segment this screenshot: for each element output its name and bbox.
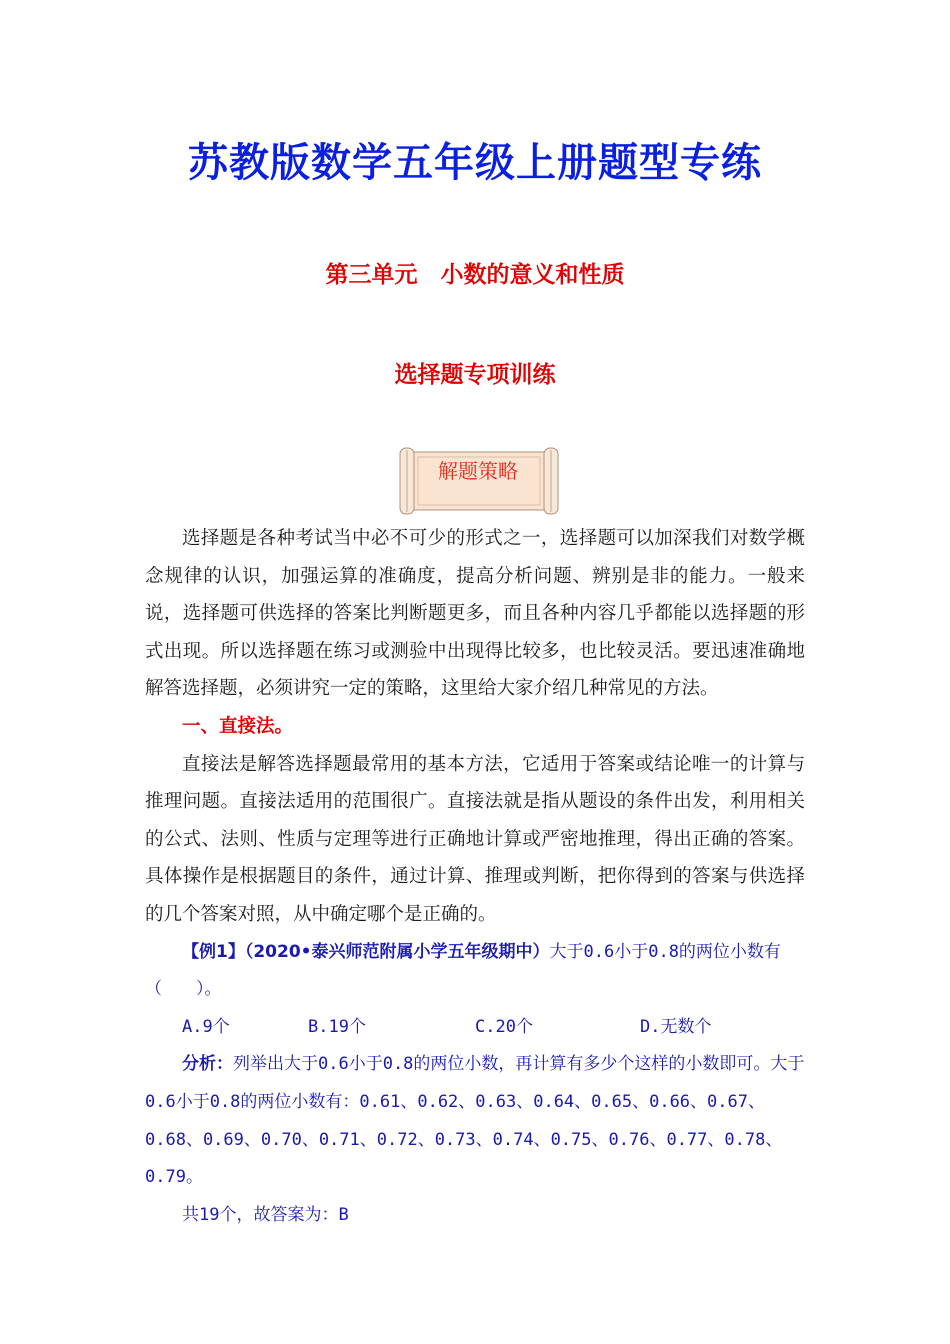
example-analysis	[145, 1046, 805, 1196]
option-d: D.无数个	[640, 1016, 712, 1037]
content	[145, 520, 805, 1234]
analysis-tag: 分析：	[182, 1054, 233, 1075]
sub-title: 选择题专项训练	[394, 362, 556, 388]
banner-label: 解题策略	[438, 459, 518, 483]
option-c: C.20个	[475, 1016, 533, 1037]
scroll-banner	[398, 446, 560, 516]
analysis-text: 列举出大于0.6小于0.8的两位小数，再计算有多少个这样的小数即可。大于0.6小于0.8的两位小数有：0.61、0.62、0.63、0.64、0.65、0.66、0.67、0.68、0.69、0.70、0.71、0.72、0.73、0.74、0.75、0.76、0.77、0.78、0.79。	[145, 1054, 805, 1188]
section-heading-direct-method: 一、直接法。	[182, 715, 294, 737]
option-a: A.9个	[182, 1016, 230, 1037]
example-question	[145, 934, 805, 1009]
example-tag: 【例1】（2020•泰兴师范附属小学五年级期中）	[182, 941, 550, 962]
example-answer: 共19个，故答案为：B	[182, 1204, 349, 1225]
example-question-text: 大于0.6小于0.8的两位小数有（ ）。	[145, 941, 781, 1000]
intro-paragraph: 选择题是各种考试当中必不可少的形式之一，选择题可以加深我们对数学概念规律的认识，加强运算的准确度，提高分析问题、辨别是非的能力。一般来说，选择题可供选择的答案比判断题更多，而且各种内容几乎都能以选择题的形式出现。所以选择题在练习或测验中出现得比较多，也比较灵活。要迅速准确地解答选择题，必须讲究一定的策略，这里给大家介绍几种常见的方法。	[145, 528, 805, 700]
option-b: B.19个	[308, 1016, 366, 1037]
direct-method-paragraph: 直接法是解答选择题最常用的基本方法，它适用于答案或结论唯一的计算与推理问题。直接法适用的范围很广。直接法就是指从题设的条件出发，利用相关的公式、法则、性质与定理等进行正确地计算或严密地推理，得出正确的答案。具体操作是根据题目的条件，通过计算、推理或判断，把你得到的答案与供选择的几个答案对照，从中确定哪个是正确的。	[145, 753, 805, 925]
main-title: 苏教版数学五年级上册题型专练	[188, 140, 762, 186]
unit-title: 第三单元 小数的意义和性质	[325, 262, 625, 288]
example-options	[145, 1009, 805, 1047]
